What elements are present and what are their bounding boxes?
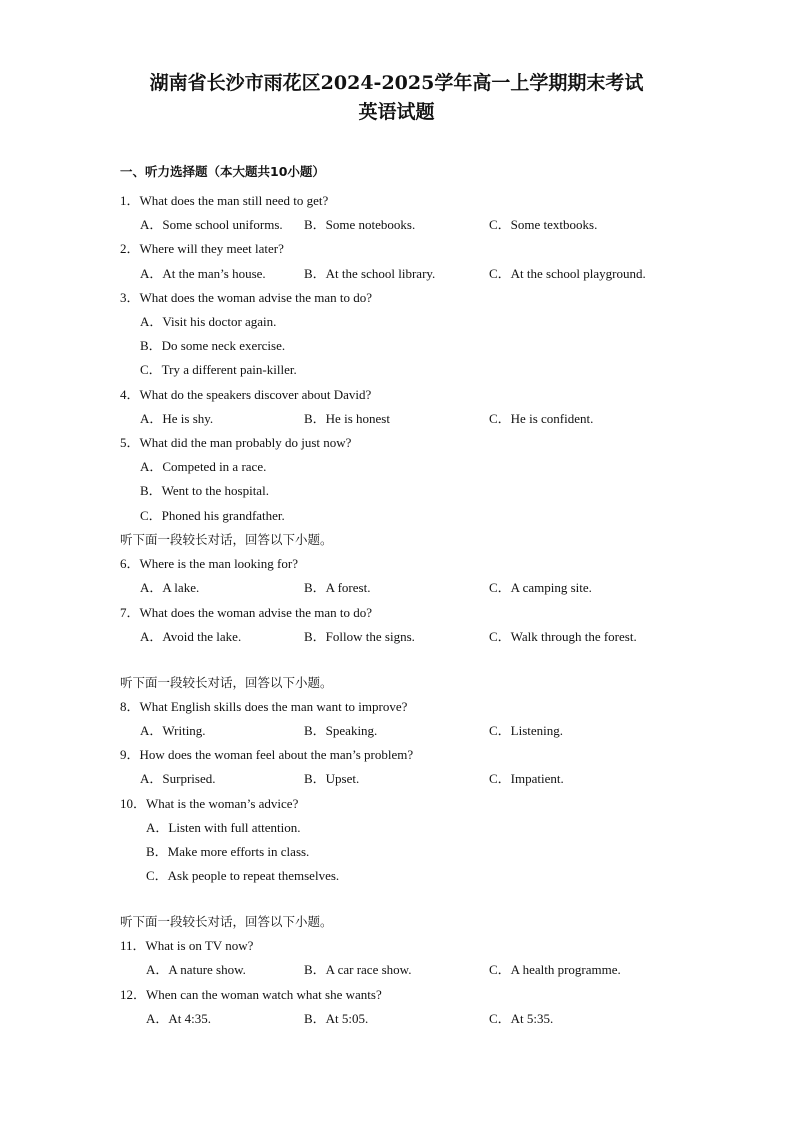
question-10-option-b: B．Make more efforts in class.	[146, 844, 310, 859]
question-9-option-b: B．Upset.	[304, 771, 360, 786]
question-1-option-a: A．Some school uniforms.	[140, 217, 283, 232]
question-2-option-b: B．At the school library.	[304, 266, 436, 281]
section-heading: 一、听力选择题（本大题共10小题）	[120, 164, 325, 179]
question-9-option-c: C．Impatient.	[489, 771, 564, 786]
question-12-text: 12．When can the woman watch what she wants?	[120, 987, 382, 1002]
question-2-text: 2．Where will they meet later?	[120, 241, 284, 256]
question-6-text: 6．Where is the man looking for?	[120, 556, 298, 571]
question-5-option-c: C．Phoned his grandfather.	[140, 508, 285, 523]
question-5-text: 5．What did the man probably do just now?	[120, 435, 352, 450]
question-5-option-b: B．Went to the hospital.	[140, 483, 269, 498]
question-1-option-b: B．Some notebooks.	[304, 217, 416, 232]
listening-instruction-1: 听下面一段较长对话，回答以下小题。	[120, 532, 333, 547]
question-12-option-b: B．At 5:05.	[304, 1011, 369, 1026]
question-11-option-b: B．A car race show.	[304, 962, 412, 977]
question-9-option-a: A．Surprised.	[140, 771, 216, 786]
question-4-option-c: C．He is confident.	[489, 411, 594, 426]
question-11-text: 11．What is on TV now?	[120, 938, 254, 953]
question-7-option-a: A．Avoid the lake.	[140, 629, 242, 644]
question-4-option-a: A．He is shy.	[140, 411, 214, 426]
question-10-option-c: C．Ask people to repeat themselves.	[146, 868, 340, 883]
question-8-option-a: A．Writing.	[140, 723, 206, 738]
question-8-option-c: C．Listening.	[489, 723, 564, 738]
document-title: 湖南省长沙市雨花区2024-2025学年高一上学期期末考试	[149, 72, 644, 94]
question-11-option-c: C．A health programme.	[489, 962, 621, 977]
question-1-option-c: C．Some textbooks.	[489, 217, 598, 232]
question-6-option-c: C．A camping site.	[489, 580, 592, 595]
question-7-option-c: C．Walk through the forest.	[489, 629, 637, 644]
question-11-option-a: A．A nature show.	[146, 962, 246, 977]
question-10-text: 10．What is the woman’s advice?	[120, 796, 299, 811]
question-12-option-a: A．At 4:35.	[146, 1011, 212, 1026]
question-6-option-b: B．A forest.	[304, 580, 371, 595]
document-subtitle: 英语试题	[358, 101, 435, 123]
question-3-text: 3．What does the woman advise the man to do?	[120, 290, 372, 305]
question-4-option-b: B．He is honest	[304, 411, 390, 426]
question-5-option-a: A．Competed in a race.	[140, 459, 267, 474]
question-12-option-c: C．At 5:35.	[489, 1011, 554, 1026]
question-2-option-a: A．At the man’s house.	[140, 266, 266, 281]
question-7-text: 7．What does the woman advise the man to do?	[120, 605, 372, 620]
question-3-option-a: A．Visit his doctor again.	[140, 314, 277, 329]
question-4-text: 4．What do the speakers discover about David?	[120, 387, 372, 402]
question-7-option-b: B．Follow the signs.	[304, 629, 415, 644]
question-10-option-a: A．Listen with full attention.	[146, 820, 301, 835]
listening-instruction-3: 听下面一段较长对话，回答以下小题。	[120, 914, 333, 929]
question-3-option-b: B．Do some neck exercise.	[140, 338, 286, 353]
question-2-option-c: C．At the school playground.	[489, 266, 646, 281]
question-6-option-a: A．A lake.	[140, 580, 200, 595]
question-1-text: 1．What does the man still need to get?	[120, 193, 329, 208]
question-3-option-c: C．Try a different pain-killer.	[140, 362, 297, 377]
question-8-text: 8．What English skills does the man want to improve?	[120, 699, 408, 714]
listening-instruction-2: 听下面一段较长对话，回答以下小题。	[120, 675, 333, 690]
question-9-text: 9．How does the woman feel about the man’s problem?	[120, 747, 414, 762]
question-8-option-b: B．Speaking.	[304, 723, 378, 738]
